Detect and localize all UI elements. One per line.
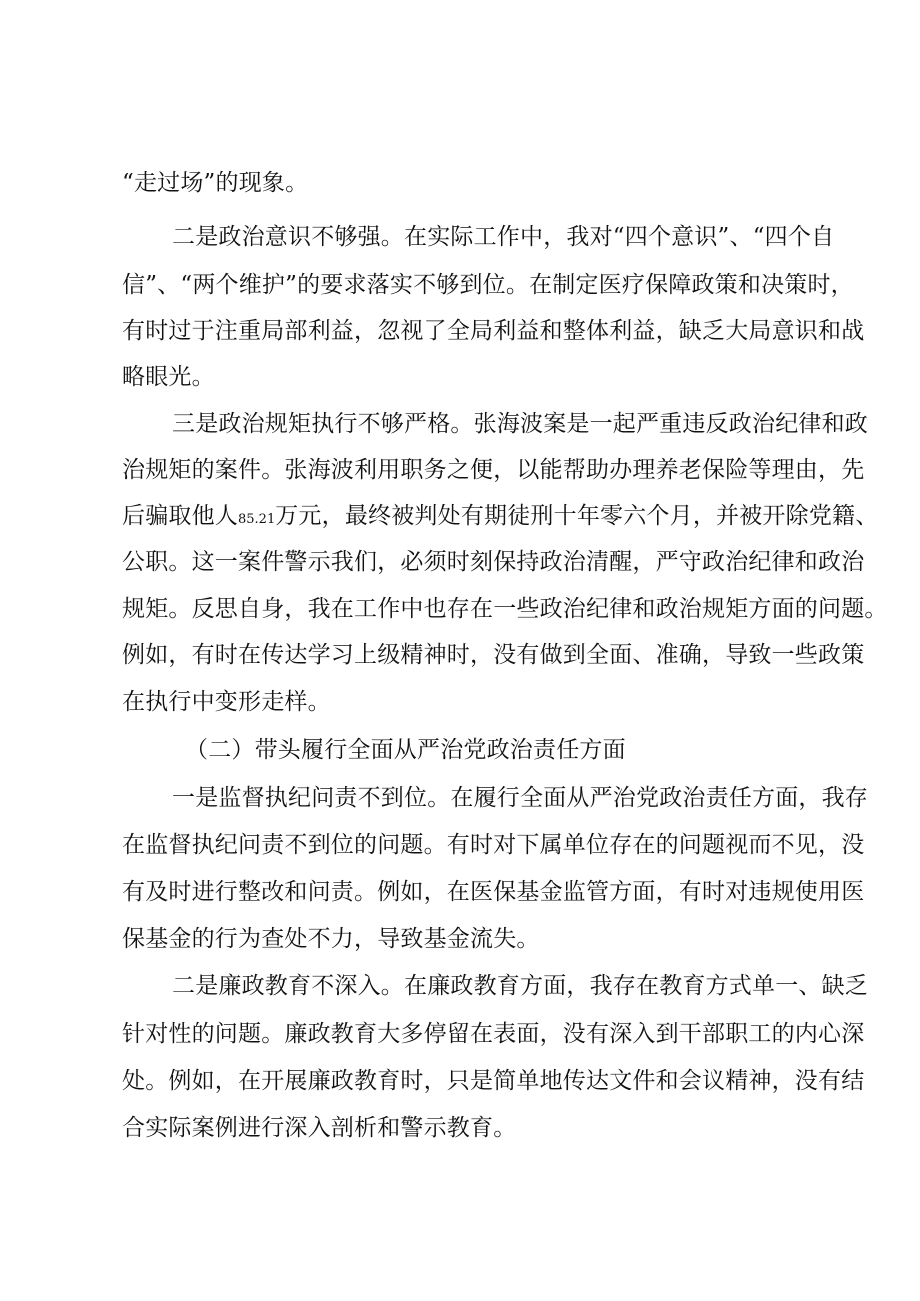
text-line: 规矩。反思自身，我在工作中也存在一些政治纪律和政治规矩方面的问题。 [122,596,888,622]
text-line: 针对性的问题。廉政教育大多停留在表面，没有深入到干部职工的内心深 [122,1021,865,1047]
paragraph-political-awareness: 二是政治意识不够强。在实际工作中，我对“四个意识”、“四个自 [172,224,835,250]
text-line: 在监督执纪问责不到位的问题。有时对下属单位存在的问题视而不见，没 [122,832,865,858]
text-line: 在执行中变形走样。 [122,689,331,715]
text-line: “走过场”的现象。 [122,170,309,196]
text-line: 有时过于注重局部利益，忽视了全局利益和整体利益，缺乏大局意识和战 [122,318,865,344]
paragraph-integrity-education: 二是廉政教育不深入。在廉政教育方面，我存在教育方式单一、缺乏 [172,973,868,999]
paragraph-supervision: 一是监督执纪问责不到位。在履行全面从严治党政治责任方面，我存 [172,785,868,811]
text-line: 公职。这一案件警示我们，必须时刻保持政治清醒，严守政治纪律和政治 [122,549,865,575]
text-line: 治规矩的案件。张海波利用职务之便，以能帮助办理养老保险等理由，先 [122,457,865,483]
text-line: 信”、“两个维护”的要求落实不够到位。在制定医疗保障政策和决策时， [122,272,854,298]
text-line: 略眼光。 [122,364,215,390]
text-line: 有及时进行整改和问责。例如，在医保基金监管方面，有时对违规使用医 [122,879,865,905]
section-heading: （二）带头履行全面从严治党政治责任方面 [185,737,626,763]
text-segment: 万元，最终被判处有期徒刑十年零六个月，并被开除党籍、 [275,503,879,529]
text-line: 处。例如，在开展廉政教育时，只是简单地传达文件和会议精神，没有结 [122,1068,865,1094]
text-segment: 后骗取他人 [122,503,238,529]
amount-number: 85.21 [238,512,276,527]
text-line: 保基金的行为查处不力，导致基金流失。 [122,926,540,952]
text-line: 例如，有时在传达学习上级精神时，没有做到全面、准确，导致一些政策 [122,642,865,668]
paragraph-political-rules: 三是政治规矩执行不够严格。张海波案是一起严重违反政治纪律和政 [172,411,868,437]
text-line: 合实际案例进行深入剖析和警示教育。 [122,1115,517,1141]
text-line-with-amount [122,494,878,538]
